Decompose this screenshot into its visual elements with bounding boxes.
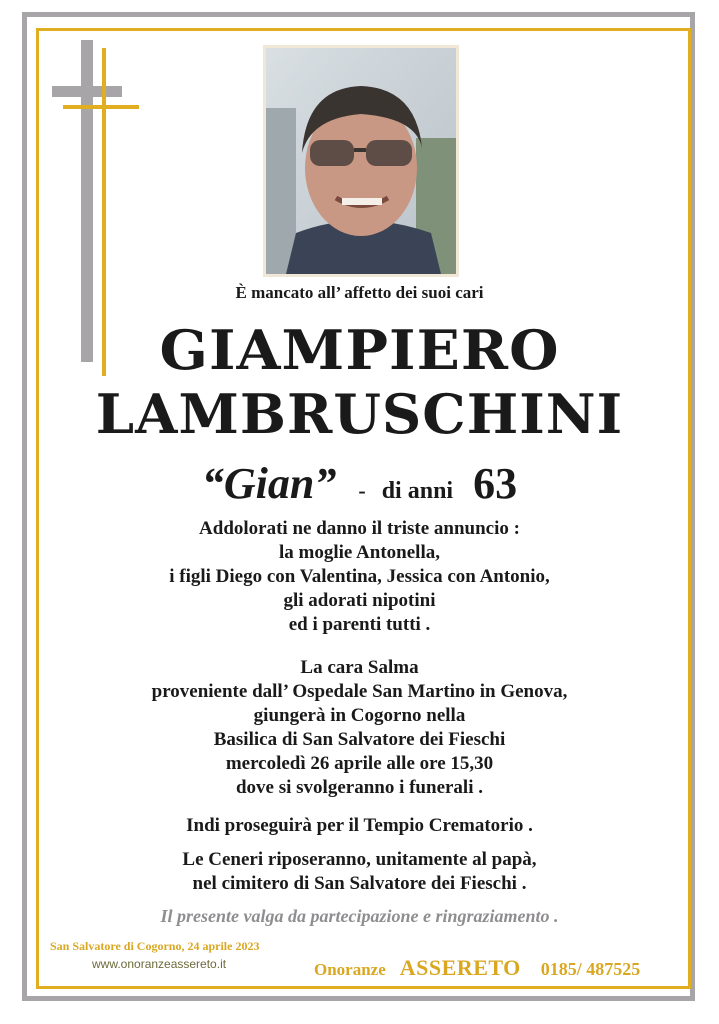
ashes-line: Le Ceneri riposeranno, unitamente al papà, [182,849,537,870]
brand-name: ASSERETO [399,955,521,980]
funeral-line: mercoledì 26 aprile alle ore 15,30 [225,753,494,774]
announcement-line: i figli Diego con Valentina, Jessica con Antonio, [169,566,550,587]
website-link[interactable]: www.onoranzeassereto.it [92,957,227,971]
funeral-line: Basilica di San Salvatore dei Fieschi [213,729,506,750]
brand-onoranze: Onoranze [314,960,386,979]
funeral-block [0,656,719,800]
ashes-block [0,848,719,896]
funeral-line: La cara Salma [300,657,419,678]
announcement-line: Addolorati ne danno il triste annuncio : [199,518,520,539]
cremation-line: Indi proseguirà per il Tempio Crematorio . [186,815,533,836]
announcement-block [0,517,719,637]
thanks-line: Il presente valga da partecipazione e ringraziamento . [160,906,559,926]
funeral-line: dove si svolgeranno i funerali . [235,777,483,798]
age-label: di anni [381,478,454,504]
announcement-line: la moglie Antonella, [279,542,440,563]
age-value: 63 [473,459,518,508]
announcement-line: gli adorati nipotini [283,590,436,611]
place-date: San Salvatore di Cogorno, 24 aprile 2023 [50,939,260,953]
last-name: LAMBRUSCHINI [95,382,624,446]
portrait-photo [263,45,459,277]
nickname-age-row [0,458,719,509]
nickname: “Gian” [201,459,337,508]
brand-phone: 0185/ 487525 [540,959,641,979]
first-name: GIAMPIERO [159,318,560,382]
ashes-line: nel cimitero di San Salvatore dei Fieschi . [192,873,527,894]
intro-text: È mancato all’ affetto dei suoi cari [235,283,484,302]
announcement-line: ed i parenti tutti . [288,614,431,635]
funeral-home-brand [314,955,640,981]
funeral-line: giungerà in Cogorno nella [253,705,466,726]
separator-dash: - [358,478,366,503]
funeral-line: proveniente dall’ Ospedale San Martino in Genova, [151,681,568,702]
